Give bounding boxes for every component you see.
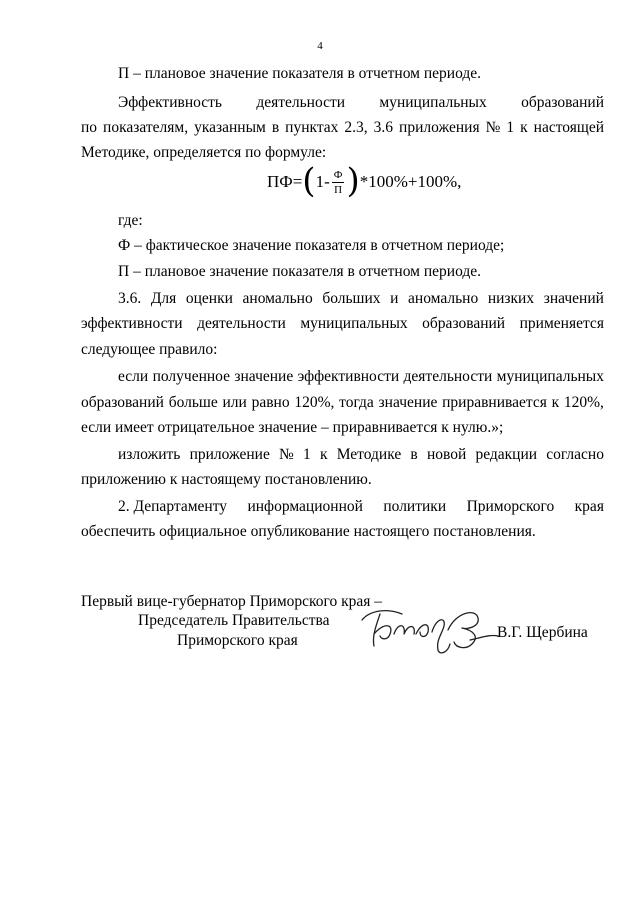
word: информационной [247, 498, 363, 515]
signatory-title-line2: Председатель Правительства [138, 612, 330, 629]
word: деятельности [197, 315, 286, 332]
word: муниципальных [300, 315, 408, 332]
word: 2. Департаменту [118, 498, 228, 515]
word: 1 [303, 446, 311, 463]
word: значение [234, 368, 294, 385]
word: Методике [336, 446, 402, 463]
word: эффективности [297, 368, 400, 385]
formula-fraction [332, 169, 345, 196]
word: муниципальных [496, 368, 604, 385]
word: образований [81, 394, 164, 411]
word: края [574, 498, 604, 515]
word: приравнивается [442, 394, 547, 411]
word: 1 [506, 119, 515, 136]
word: низких [487, 290, 535, 307]
word: Эффективность [118, 94, 222, 111]
word: больших [322, 290, 381, 307]
para-efficiency-line3: Методике, определяется по формуле: [81, 144, 327, 161]
page-number: 4 [317, 40, 323, 52]
word: политики [383, 498, 447, 515]
word: аномально [242, 290, 313, 307]
word: № [485, 119, 501, 136]
word: Приморского [466, 498, 555, 515]
word: указанным [194, 119, 266, 136]
word: применяется [519, 315, 604, 332]
para-efficiency-line1 [118, 93, 604, 113]
word: 2.3, [344, 119, 368, 136]
word: образований [521, 94, 604, 111]
word: приложения [399, 119, 480, 136]
word: деятельности [403, 368, 493, 385]
signatory-title-line3: Приморского края [177, 632, 298, 649]
word: и [390, 290, 399, 307]
word: больше [168, 394, 218, 411]
rule-line1 [118, 367, 604, 387]
formula-lhs: ПФ= [267, 172, 303, 191]
signatory-title-line1: Первый вице-губернатор Приморского края – [81, 593, 383, 610]
word: настоящей [533, 119, 604, 136]
word: в [271, 119, 280, 136]
rule-line3: если имеет отрицательное значение – приравнивается к нулю.»; [81, 419, 504, 436]
word: к [520, 119, 528, 136]
formula-open-paren: ( [302, 161, 316, 201]
word: значений [543, 290, 604, 307]
item2-line1 [118, 497, 604, 517]
formula-denominator: П [334, 183, 343, 196]
formula-fraction-bar [332, 182, 345, 183]
para-3-6-line1 [118, 289, 604, 309]
para-efficiency-line2 [81, 118, 604, 138]
word: оценки [185, 290, 233, 307]
amend-line2: приложению к настоящему постановлению. [81, 471, 372, 488]
word: 120%, [294, 394, 335, 411]
formula [267, 157, 461, 207]
word: значение [378, 394, 438, 411]
word: новой [426, 446, 467, 463]
amend-line1 [118, 445, 604, 465]
word: № [279, 446, 294, 463]
rule-line2 [81, 393, 604, 413]
definition-p: П – плановое значение показателя в отчетном периоде. [118, 263, 482, 280]
formula-close-paren: ) [346, 161, 360, 201]
formula-numerator: Ф [333, 168, 343, 181]
para-3-6-line2 [81, 314, 604, 334]
word: аномально [408, 290, 479, 307]
formula-rhs: *100%+100%, [359, 172, 462, 191]
word: 3.6. [118, 290, 142, 307]
word: тогда [339, 394, 374, 411]
word: изложить [118, 446, 181, 463]
word: эффективности [81, 315, 183, 332]
word: 120%, [563, 394, 604, 411]
word: в [410, 446, 418, 463]
word: к [551, 394, 560, 411]
word: муниципальных [379, 94, 487, 111]
word: редакции [475, 446, 538, 463]
word: 3.6 [373, 119, 394, 136]
word: образований [422, 315, 506, 332]
where-label: где: [118, 212, 143, 229]
word: приложение [189, 446, 270, 463]
definition-f: Ф – фактическое значение показателя в отчетном периоде; [118, 237, 505, 254]
para-plan-value: П – плановое значение показателя в отчетном периоде. [118, 65, 482, 82]
word: равно [251, 394, 290, 411]
word: показателям, [103, 119, 189, 136]
word: или [222, 394, 247, 411]
word: деятельности [256, 94, 346, 111]
word: пунктах [285, 119, 339, 136]
para-3-6-line3: следующее правило: [81, 341, 218, 358]
word: по [81, 119, 98, 136]
word: если [118, 368, 149, 385]
item2-line2: обеспечить официальное опубликование настоящего постановления. [81, 523, 536, 540]
signatory-name: В.Г. Щербина [497, 624, 588, 641]
word: Для [150, 290, 177, 307]
word: к [319, 446, 328, 463]
word: полученное [152, 368, 230, 385]
word: согласно [546, 446, 604, 463]
formula-one-minus: 1- [315, 172, 330, 191]
handwritten-signature [350, 600, 520, 660]
